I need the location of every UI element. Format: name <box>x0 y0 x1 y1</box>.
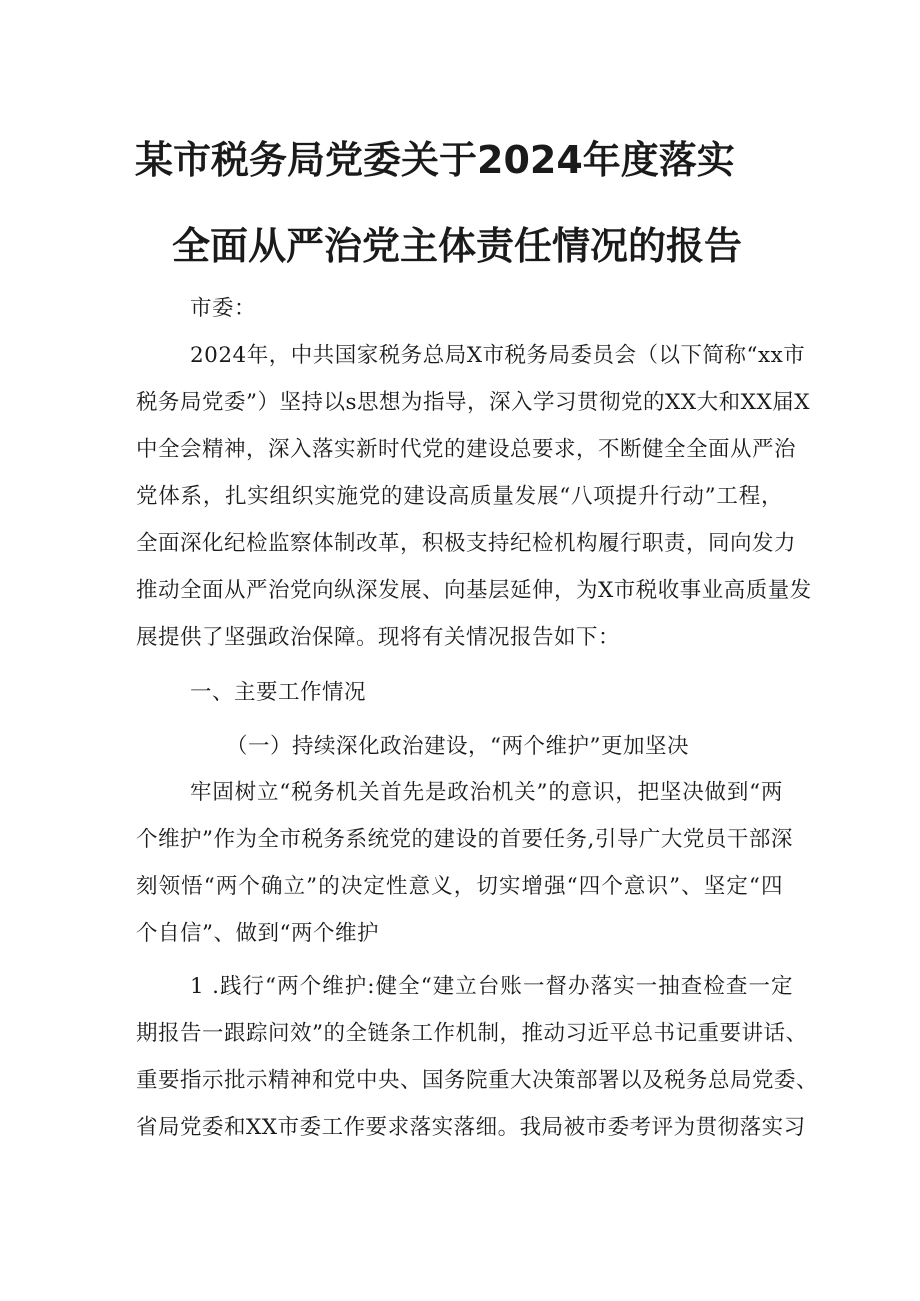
salutation: 市委： <box>190 296 257 321</box>
section-heading: 一、主要工作情况 <box>190 680 367 705</box>
paragraph-3-line-1: 1 .践行“两个维护:健全“建立台账一督办落实一抽查检查一定 <box>190 974 793 999</box>
paragraph-2-line-1: 牢固树立“税务机关首先是政治机关”的意识，把坚决做到“两 <box>190 780 783 805</box>
paragraph-1-line-7: 展提供了坚强政治保障。现将有关情况报告如下： <box>136 625 621 650</box>
paragraph-3-line-4: 省局党委和XX市委工作要求落实落细。我局被市委考评为贯彻落实习 <box>136 1115 806 1140</box>
paragraph-1-line-2: 税务局党委”）坚持以s思想为指导，深入学习贯彻党的XX大和XX届X <box>136 390 811 415</box>
paragraph-3-line-2: 期报告一跟踪问效”的全链条工作机制，推动习近平总书记重要讲话、 <box>136 1021 808 1046</box>
paragraph-1-line-5: 全面深化纪检监察体制改革，积极支持纪检机构履行职责，同向发力 <box>136 531 797 556</box>
subsection-heading: （一）持续深化政治建设，“两个维护”更加坚决 <box>226 734 689 759</box>
document-title-line-1: 某市税务局党委关于2024年度落实 <box>135 138 735 182</box>
paragraph-2-line-2: 个维护”作为全市税务系统党的建设的首要任务,引导广大党员干部深 <box>136 827 793 852</box>
paragraph-2-line-4: 个自信”、做到“两个维护 <box>136 921 379 946</box>
paragraph-1-line-6: 推动全面从严治党向纵深发展、向基层延伸，为X市税收事业高质量发 <box>136 578 812 603</box>
paragraph-2-line-3: 刻领悟“两个确立”的决定性意义，切实增强“四个意识”、坚定“四 <box>136 874 783 899</box>
paragraph-3-line-3: 重要指示批示精神和党中央、国务院重大决策部署以及税务总局党委、 <box>136 1068 819 1093</box>
paragraph-1-line-4: 党体系，扎实组织实施党的建设高质量发展“八项提升行动”工程， <box>136 484 783 509</box>
paragraph-1-line-3: 中全会精神，深入落实新时代党的建设总要求，不断健全全面从严治 <box>136 437 797 462</box>
document-title-line-2: 全面从严治党主体责任情况的报告 <box>172 224 743 268</box>
paragraph-1-line-1: 2024年，中共国家税务总局X市税务局委员会（以下简称“xx市 <box>190 343 806 368</box>
